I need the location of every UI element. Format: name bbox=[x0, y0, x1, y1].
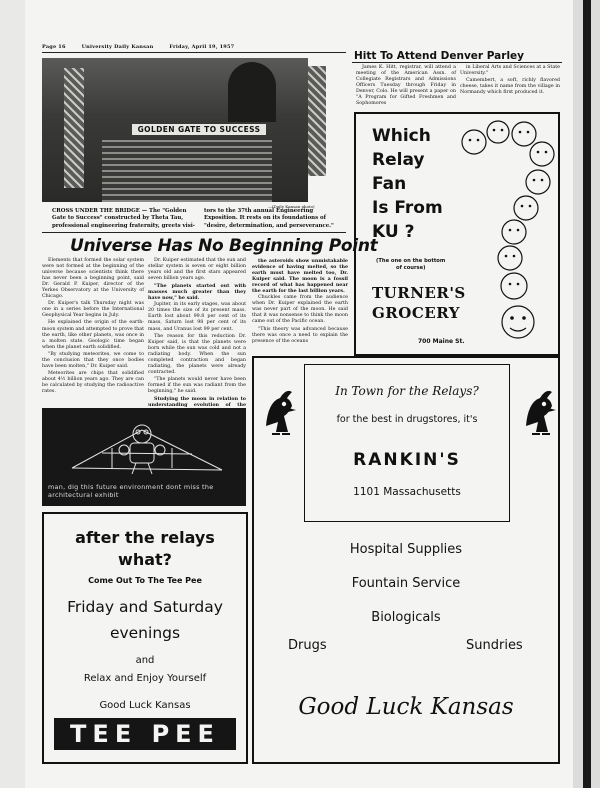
fan-faces-illustration bbox=[456, 120, 558, 350]
hitt-column-2 bbox=[460, 65, 560, 97]
rankins-item-sundries: Sundries bbox=[466, 638, 523, 653]
rankins-ad bbox=[252, 356, 560, 764]
hitt-paragraph: in Liberal Arts and Sciences at a State University." bbox=[460, 65, 560, 77]
paper-name: University Daily Kansan bbox=[81, 44, 154, 50]
teepee-ad bbox=[42, 512, 248, 764]
story-paragraph: the asteroids show unmistakable evidence of having melted, so the earth must have melted too, Dr. Kuiper said. The moon is a fossil record of what has happened near the earth for the last billion years. bbox=[252, 258, 348, 295]
turner-address: 700 Maine St. bbox=[418, 338, 465, 345]
rankins-item-biologicals: Biologicals bbox=[371, 610, 441, 625]
caption-rule bbox=[42, 232, 346, 233]
story-column-1 bbox=[42, 258, 144, 406]
photo-banner: GOLDEN GATE TO SUCCESS bbox=[132, 124, 266, 135]
jayhawk-left-icon bbox=[258, 386, 298, 442]
teepee-line8: Good Luck Kansas bbox=[99, 700, 191, 711]
turner-relay: Relay bbox=[372, 150, 425, 170]
hitt-paragraph: James K. Hitt, registrar, will attend a meeting of the American Assn. of Collegiate Registrars and Admissions Officers Tuesday through Friday in Denver, Colo. He will present a paper on "A Program for Gifted Freshmen and Sophomores bbox=[356, 65, 456, 107]
story-paragraph: Dr. Kuiper's talk Thursday night was one in a series before the International Geophysical Year begins in July. bbox=[42, 301, 144, 319]
expo-photo bbox=[42, 58, 308, 202]
jayhawk-right-icon bbox=[518, 386, 558, 442]
turner-which: Which bbox=[372, 126, 431, 146]
turner-sub1: (The one on the bottom bbox=[376, 258, 446, 264]
architecture-exhibit-ad bbox=[42, 408, 246, 506]
story-paragraph: Jupiter, in its early stages, was about 20 times the size of its present mass. Earth lost about 99.8 per cent of its mass, Saturn lost 98 per cent of its mass, and Uranus lost 99 per cent. bbox=[148, 302, 246, 332]
hitt-column-1 bbox=[356, 65, 456, 108]
rankins-address: 1101 Massachusetts bbox=[353, 486, 461, 498]
turner-name1: TURNER'S bbox=[372, 284, 466, 302]
story-paragraph: Dr. Kuiper estimated that the sun and stellar system is seven or eight billion years old and the first stars appeared seven billion years ago. bbox=[148, 258, 246, 282]
rankins-item-hospital: Hospital Supplies bbox=[349, 542, 463, 557]
teepee-line6: and bbox=[135, 655, 155, 666]
teepee-name: TEE PEE bbox=[70, 720, 220, 748]
doorway-arch bbox=[228, 62, 276, 122]
folio-rule bbox=[42, 52, 346, 53]
hitt-rule bbox=[352, 62, 562, 63]
rankins-subline: for the best in drugstores, it's bbox=[336, 414, 478, 425]
story-headline: Universe Has No Beginning Point bbox=[70, 236, 378, 256]
story-paragraph: Studying the moon in relation to understanding evolution of the bbox=[148, 396, 246, 409]
binding-shadow bbox=[583, 0, 591, 788]
teepee-line5: evenings bbox=[109, 624, 181, 642]
rankins-item-drugs: Drugs bbox=[288, 638, 327, 653]
teepee-line2: what? bbox=[118, 550, 172, 569]
story-paragraph: Elements that formed the solar system were not formed at the beginning of the universe because scientists think there has never been a beginning point, said Dr. Gerald P. Kuiper, director of the Yerkes Observatory at the University of Chicago. bbox=[42, 258, 144, 300]
story-paragraph: "The planets would never have been formed if the sun was radiant from the beginning," he said. bbox=[148, 376, 246, 394]
turner-isfrom: Is From bbox=[372, 198, 443, 218]
teepee-line3: Come Out To The Tee Pee bbox=[88, 576, 202, 585]
tower-right bbox=[308, 66, 326, 176]
story-paragraph: He explained the origin of the earth-moon system and attempted to prove that the earth, like other planets, was once in a molten state. Geologic time began when the planet earth solidified. bbox=[42, 320, 144, 350]
issue-date: Friday, April 19, 1957 bbox=[169, 44, 235, 50]
story-paragraph: "This theory was advanced because there was once a need to explain the presence of the oceans bbox=[252, 326, 348, 344]
story-paragraph: Chuckles came from the audience when Dr. Kuiper explained the earth was never part of the moon. He said that it was nonsense to think the moon came out of the Pacific ocean. bbox=[252, 295, 348, 325]
turner-ku: KU ? bbox=[372, 222, 415, 242]
story-paragraph: "The planets started out with masses much greater than they have now," he said. bbox=[148, 283, 246, 302]
turner-fan: Fan bbox=[372, 174, 407, 194]
story-paragraph: "By studying meteorites, we come to the conclusion that they once bodies have been molten," Dr. Kuiper said. bbox=[42, 351, 144, 369]
hitt-headline: Hitt To Attend Denver Parley bbox=[354, 50, 525, 62]
story-column-2 bbox=[148, 258, 246, 408]
architecture-ad-text: man, dig this future environment dont miss the architectural exhibit bbox=[48, 483, 214, 499]
rankins-tagline: In Town for the Relays? bbox=[335, 384, 479, 398]
tower-left bbox=[64, 68, 84, 188]
photo-caption-right: tors to the 37th annual Engineering Exposition. It rests on its foundations of "desire, determination, and perseverance." bbox=[204, 208, 334, 229]
photo-caption-left: CROSS UNDER THE BRIDGE — The "Golden Gate to Success" constructed by Theta Tau, professional engineering fraternity, greets visi- bbox=[52, 208, 196, 229]
turner-name2: GROCERY bbox=[372, 304, 460, 322]
story-paragraph: The reason for this reduction Dr. Kuiper said, is that the planets were born while the sun was cold and not a radiating body. When the sun completed contraction and began radiating, the planets were already contracted. bbox=[148, 333, 246, 375]
rankins-name: RANKIN'S bbox=[353, 450, 461, 470]
turners-grocery-ad bbox=[354, 112, 560, 356]
story-paragraph: Meteorites are chips that solidified about 4½ billion years ago. They are can be calculated by studying the radioactive rates. bbox=[42, 370, 144, 394]
story-column-3 bbox=[252, 258, 348, 356]
page-number: Page 16 bbox=[42, 44, 66, 50]
stairs bbox=[102, 140, 272, 202]
teepee-line4: Friday and Saturday bbox=[67, 598, 223, 616]
teepee-line1: after the relays bbox=[75, 528, 215, 547]
rankins-item-fountain: Fountain Service bbox=[351, 576, 461, 591]
photo-credit: —(Daily Kansan photo) bbox=[268, 204, 315, 209]
hitt-paragraph: Camembert, a soft, richly flavored cheese, takes it name from the village in Normandy which first produced it. bbox=[460, 78, 560, 96]
turner-sub2: of course) bbox=[396, 265, 426, 271]
folio-line bbox=[42, 44, 248, 50]
rankins-closing: Good Luck Kansas bbox=[298, 694, 514, 720]
teepee-line7: Relax and Enjoy Yourself bbox=[83, 673, 207, 684]
robot-illustration bbox=[42, 408, 246, 482]
